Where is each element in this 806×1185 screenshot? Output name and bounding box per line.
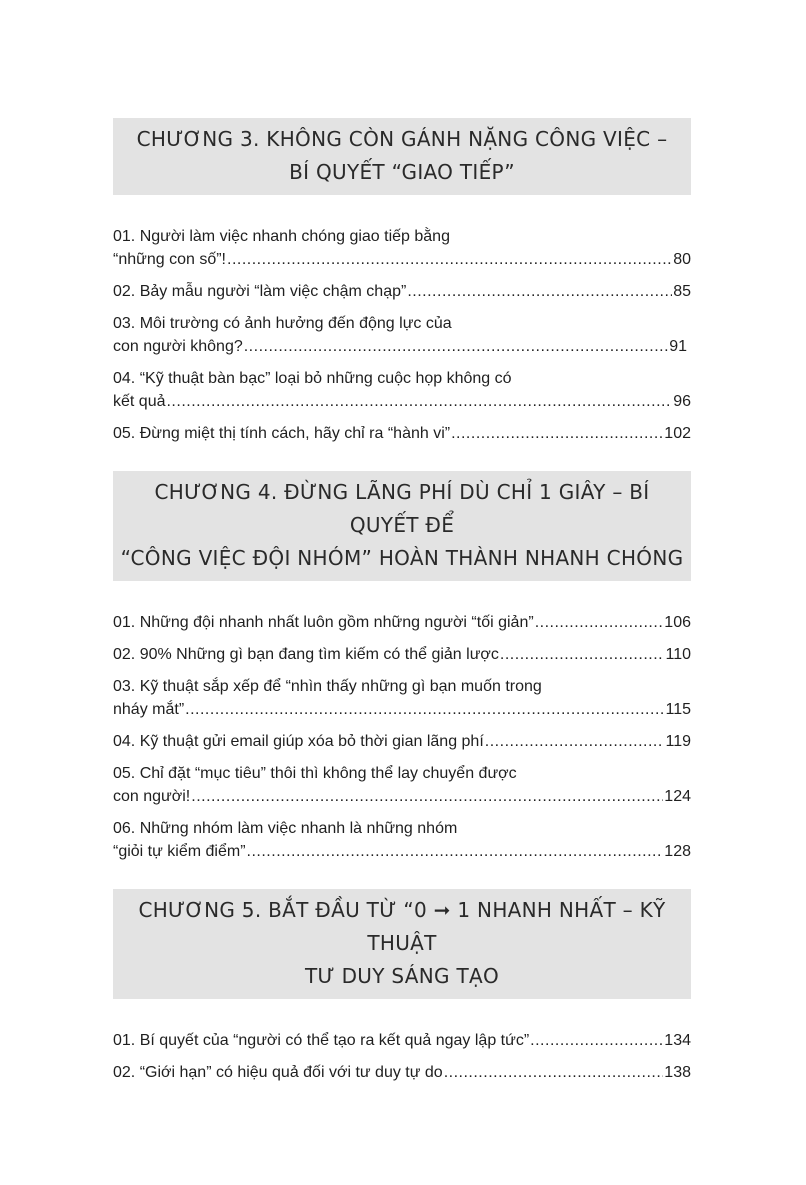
page-number: 119	[665, 733, 691, 750]
chapter-title-line: CHƯƠNG 4. ĐỪNG LÃNG PHÍ DÙ CHỈ 1 GIÂY – BÍ QUYẾT ĐỂ	[154, 480, 650, 537]
toc-entry[interactable]	[113, 225, 691, 271]
entry-title: 05. Đừng miệt thị tính cách, hãy chỉ ra “hành vi”	[113, 425, 451, 442]
toc-entry[interactable]	[113, 367, 691, 413]
entry-title: con người không?	[113, 338, 243, 355]
leader-dots	[407, 280, 672, 303]
page-number: 128	[664, 843, 691, 860]
toc-entry[interactable]	[113, 312, 691, 358]
toc-entry[interactable]	[113, 1061, 691, 1084]
leader-dots	[500, 643, 665, 666]
entry-title-line: 03. Kỹ thuật sắp xếp để “nhìn thấy những gì bạn muốn trong	[113, 678, 542, 695]
entry-title-line: 01. Người làm việc nhanh chóng giao tiếp bằng	[113, 228, 450, 245]
entry-title: 01. Những đội nhanh nhất luôn gồm những người “tối giản”	[113, 614, 534, 631]
entry-title: “giỏi tự kiểm điểm”	[113, 843, 246, 860]
chapter-5-header	[113, 889, 691, 999]
chapter-4-entries	[113, 611, 691, 863]
entry-title-line: 06. Những nhóm làm việc nhanh là những nhóm	[113, 820, 458, 837]
entry-title: con người!	[113, 788, 191, 805]
leader-dots	[185, 698, 664, 721]
toc-entry[interactable]	[113, 1029, 691, 1052]
chapter-3-header	[113, 118, 691, 195]
entry-title: 02. 90% Những gì bạn đang tìm kiếm có thể giản lược	[113, 646, 499, 663]
page-number: 138	[664, 1064, 691, 1081]
page-number: 102	[664, 425, 691, 442]
leader-dots	[485, 730, 665, 753]
chapter-5-entries	[113, 1029, 691, 1084]
table-of-contents	[113, 118, 691, 1110]
chapter-title-line: CHƯƠNG 3. KHÔNG CÒN GÁNH NẶNG CÔNG VIỆC –	[136, 127, 668, 151]
leader-dots	[247, 840, 664, 863]
leader-dots	[227, 248, 672, 271]
chapter-title-line: CHƯƠNG 5. BẮT ĐẦU TỪ “0 ➞ 1 NHANH NHẤT – KỸ THUẬT	[138, 898, 666, 955]
leader-dots	[535, 611, 664, 634]
entry-title: kết quả	[113, 393, 166, 410]
entry-title-line: 04. “Kỹ thuật bàn bạc” loại bỏ những cuộc họp không có	[113, 370, 512, 387]
toc-entry[interactable]	[113, 643, 691, 666]
chapter-4-header	[113, 471, 691, 581]
toc-entry[interactable]	[113, 422, 691, 445]
entry-title: nháy mắt”	[113, 701, 185, 718]
toc-entry[interactable]	[113, 817, 691, 863]
chapter-title-line: BÍ QUYẾT “GIAO TIẾP”	[289, 160, 515, 184]
toc-entry[interactable]	[113, 280, 691, 303]
toc-entry[interactable]	[113, 611, 691, 634]
entry-title: 02. “Giới hạn” có hiệu quả đối với tư duy tự do	[113, 1064, 443, 1081]
chapter-title-line: TƯ DUY SÁNG TẠO	[304, 964, 500, 988]
page-number: 115	[665, 701, 691, 718]
page-number: 106	[664, 614, 691, 631]
entry-title-line: 03. Môi trường có ảnh hưởng đến động lực của	[113, 315, 452, 332]
toc-entry[interactable]	[113, 675, 691, 721]
toc-entry[interactable]	[113, 762, 691, 808]
entry-title: 04. Kỹ thuật gửi email giúp xóa bỏ thời gian lãng phí	[113, 733, 484, 750]
leader-dots	[451, 422, 663, 445]
leader-dots	[244, 335, 668, 358]
entry-title: 02. Bảy mẫu người “làm việc chậm chạp”	[113, 283, 407, 300]
leader-dots	[530, 1029, 663, 1052]
page-number: 80	[673, 251, 691, 268]
page-number: 91	[669, 338, 687, 355]
leader-dots	[444, 1061, 664, 1084]
chapter-title-line: “CÔNG VIỆC ĐỘI NHÓM” HOÀN THÀNH NHANH CHÓNG	[120, 546, 684, 570]
entry-title: 01. Bí quyết của “người có thể tạo ra kết quả ngay lập tức”	[113, 1032, 530, 1049]
entry-title: “những con số”!	[113, 251, 226, 268]
entry-title-line: 05. Chỉ đặt “mục tiêu” thôi thì không thể lay chuyển được	[113, 765, 517, 782]
page-number: 85	[673, 283, 691, 300]
page-number: 110	[665, 646, 691, 663]
leader-dots	[191, 785, 663, 808]
toc-entry[interactable]	[113, 730, 691, 753]
page-number: 96	[673, 393, 691, 410]
page-number: 134	[664, 1032, 691, 1049]
chapter-3-entries	[113, 225, 691, 445]
leader-dots	[166, 390, 672, 413]
page-number: 124	[664, 788, 691, 805]
